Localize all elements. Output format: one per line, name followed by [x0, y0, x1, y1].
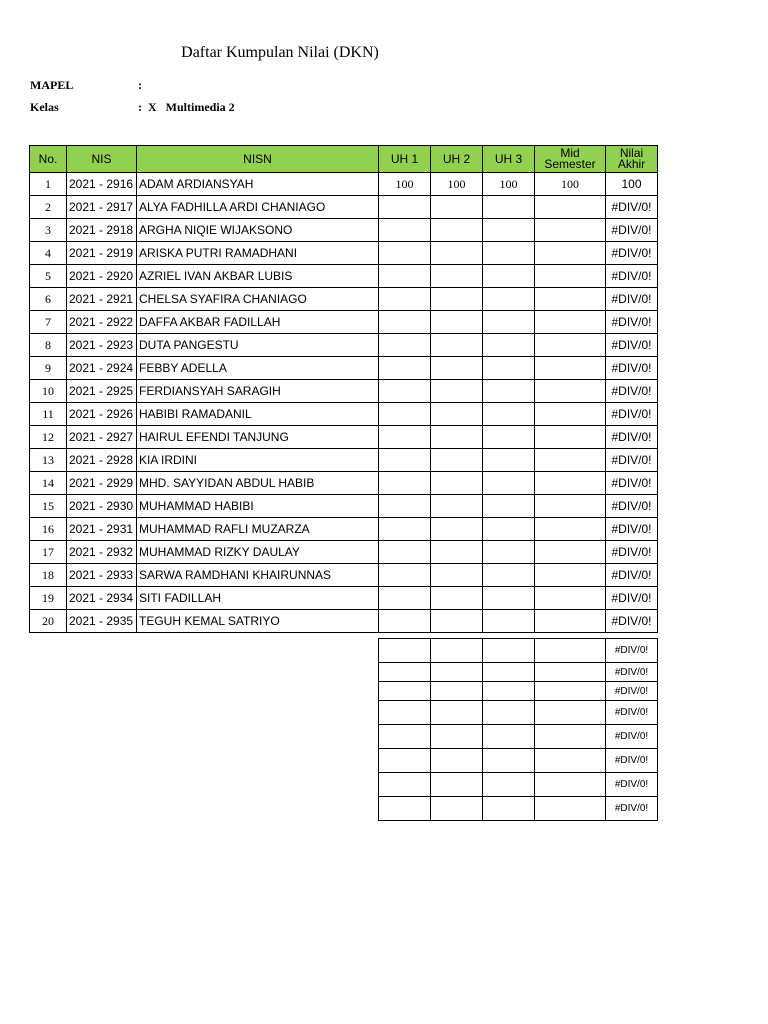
uh2-cell[interactable] [431, 288, 483, 311]
mid-semester-cell[interactable]: 100 [535, 173, 606, 196]
uh1-cell[interactable] [379, 541, 431, 564]
uh2-cell[interactable] [431, 773, 483, 797]
uh3-cell[interactable] [483, 426, 535, 449]
uh3-cell[interactable] [483, 797, 535, 821]
row-number[interactable]: 11 [30, 403, 67, 426]
mid-semester-cell[interactable] [535, 749, 606, 773]
nis-cell[interactable]: 2021 - 2922 [67, 311, 137, 334]
mid-semester-cell[interactable] [535, 403, 606, 426]
mid-semester-cell[interactable] [535, 518, 606, 541]
uh2-cell[interactable] [431, 663, 483, 682]
extra-row [379, 639, 658, 663]
nis-cell[interactable]: 2021 - 2931 [67, 518, 137, 541]
nilai-akhir-cell[interactable]: #DIV/0! [606, 541, 658, 564]
extra-row [379, 682, 658, 701]
uh1-cell[interactable] [379, 472, 431, 495]
row-number[interactable]: 6 [30, 288, 67, 311]
header-row [30, 146, 658, 173]
uh1-cell[interactable] [379, 682, 431, 701]
extra-row [379, 725, 658, 749]
uh3-cell[interactable] [483, 541, 535, 564]
uh3-cell[interactable] [483, 725, 535, 749]
row-number[interactable]: 8 [30, 334, 67, 357]
row-number[interactable]: 10 [30, 380, 67, 403]
extra-row [379, 797, 658, 821]
student-name-cell[interactable]: ARGHA NIQIE WIJAKSONO [137, 219, 379, 242]
student-name-cell[interactable]: FERDIANSYAH SARAGIH [137, 380, 379, 403]
uh3-cell[interactable] [483, 749, 535, 773]
nilai-akhir-cell[interactable]: #DIV/0! [606, 663, 658, 682]
nilai-akhir-cell[interactable]: #DIV/0! [606, 610, 658, 633]
row-number[interactable]: 17 [30, 541, 67, 564]
uh2-cell[interactable]: 100 [431, 173, 483, 196]
uh3-cell[interactable] [483, 701, 535, 725]
nilai-akhir-cell[interactable]: #DIV/0! [606, 219, 658, 242]
uh3-cell[interactable] [483, 495, 535, 518]
uh1-cell[interactable] [379, 564, 431, 587]
table-row [30, 587, 658, 610]
uh3-cell[interactable] [483, 196, 535, 219]
grades-table [29, 145, 658, 633]
student-name-cell[interactable]: HAIRUL EFENDI TANJUNG [137, 426, 379, 449]
col-header-mid-semester [535, 146, 606, 173]
uh3-cell[interactable] [483, 334, 535, 357]
uh1-cell[interactable] [379, 334, 431, 357]
uh1-cell[interactable]: 100 [379, 173, 431, 196]
mid-semester-cell[interactable] [535, 265, 606, 288]
mid-semester-cell[interactable] [535, 426, 606, 449]
uh3-cell[interactable] [483, 587, 535, 610]
nis-cell[interactable]: 2021 - 2935 [67, 610, 137, 633]
row-number[interactable]: 20 [30, 610, 67, 633]
mid-semester-cell[interactable] [535, 334, 606, 357]
mid-semester-cell[interactable] [535, 682, 606, 701]
student-name-cell[interactable]: MUHAMMAD RIZKY DAULAY [137, 541, 379, 564]
uh1-cell[interactable] [379, 219, 431, 242]
col-header-uh2: UH 2 [431, 146, 483, 173]
row-number[interactable]: 7 [30, 311, 67, 334]
uh2-cell[interactable] [431, 380, 483, 403]
nilai-akhir-cell[interactable]: #DIV/0! [606, 518, 658, 541]
extra-row [379, 749, 658, 773]
row-number[interactable]: 3 [30, 219, 67, 242]
uh3-cell[interactable] [483, 663, 535, 682]
nis-cell[interactable]: 2021 - 2921 [67, 288, 137, 311]
row-number[interactable]: 14 [30, 472, 67, 495]
nis-cell[interactable]: 2021 - 2928 [67, 449, 137, 472]
akhir-line2: Akhir [617, 157, 646, 171]
nis-cell[interactable]: 2021 - 2933 [67, 564, 137, 587]
uh1-cell[interactable] [379, 587, 431, 610]
mid-semester-cell[interactable] [535, 564, 606, 587]
row-number[interactable]: 19 [30, 587, 67, 610]
col-header-nis: NIS [67, 146, 137, 173]
mid-semester-cell[interactable] [535, 380, 606, 403]
student-name-cell[interactable]: TEGUH KEMAL SATRIYO [137, 610, 379, 633]
table-row [30, 518, 658, 541]
nilai-akhir-cell[interactable]: #DIV/0! [606, 449, 658, 472]
student-name-cell[interactable]: DUTA PANGESTU [137, 334, 379, 357]
uh2-cell[interactable] [431, 725, 483, 749]
page-title: Daftar Kumpulan Nilai (DKN) [181, 44, 379, 61]
nilai-akhir-cell[interactable]: #DIV/0! [606, 495, 658, 518]
table-row [30, 311, 658, 334]
nilai-akhir-cell[interactable]: #DIV/0! [606, 357, 658, 380]
uh2-cell[interactable] [431, 682, 483, 701]
uh1-cell[interactable] [379, 749, 431, 773]
row-number[interactable]: 13 [30, 449, 67, 472]
nilai-akhir-cell[interactable]: #DIV/0! [606, 639, 658, 663]
mid-semester-cell[interactable] [535, 587, 606, 610]
uh2-cell[interactable] [431, 357, 483, 380]
uh2-cell[interactable] [431, 334, 483, 357]
row-number[interactable]: 9 [30, 357, 67, 380]
mid-semester-cell[interactable] [535, 701, 606, 725]
uh3-cell[interactable] [483, 682, 535, 701]
student-name-cell[interactable]: ARISKA PUTRI RAMADHANI [137, 242, 379, 265]
nilai-akhir-cell[interactable]: #DIV/0! [606, 242, 658, 265]
student-name-cell[interactable]: AZRIEL IVAN AKBAR LUBIS [137, 265, 379, 288]
table-row [30, 219, 658, 242]
col-header-nisn: NISN [137, 146, 379, 173]
mid-semester-cell[interactable] [535, 242, 606, 265]
student-name-cell[interactable]: DAFFA AKBAR FADILLAH [137, 311, 379, 334]
nilai-akhir-cell[interactable]: #DIV/0! [606, 334, 658, 357]
nis-cell[interactable]: 2021 - 2932 [67, 541, 137, 564]
uh2-cell[interactable] [431, 403, 483, 426]
mid-semester-cell[interactable] [535, 472, 606, 495]
row-number[interactable]: 5 [30, 265, 67, 288]
nilai-akhir-cell[interactable]: 100 [606, 173, 658, 196]
nilai-akhir-cell[interactable]: #DIV/0! [606, 725, 658, 749]
row-number[interactable]: 1 [30, 173, 67, 196]
student-name-cell[interactable]: MUHAMMAD RAFLI MUZARZA [137, 518, 379, 541]
uh1-cell[interactable] [379, 357, 431, 380]
mid-semester-cell[interactable] [535, 663, 606, 682]
uh3-cell[interactable] [483, 564, 535, 587]
mid-semester-cell[interactable] [535, 495, 606, 518]
uh3-cell[interactable] [483, 357, 535, 380]
col-header-nilai-akhir [606, 146, 658, 173]
table-row [30, 564, 658, 587]
uh1-cell[interactable] [379, 449, 431, 472]
student-name-cell[interactable]: ADAM ARDIANSYAH [137, 173, 379, 196]
nis-cell[interactable]: 2021 - 2917 [67, 196, 137, 219]
table-row [30, 173, 658, 196]
mid-semester-cell[interactable] [535, 541, 606, 564]
uh2-cell[interactable] [431, 265, 483, 288]
uh2-cell[interactable] [431, 541, 483, 564]
row-number[interactable]: 18 [30, 564, 67, 587]
extra-row [379, 701, 658, 725]
uh1-cell[interactable] [379, 196, 431, 219]
uh1-cell[interactable] [379, 403, 431, 426]
uh2-cell[interactable] [431, 219, 483, 242]
uh1-cell[interactable] [379, 639, 431, 663]
row-number[interactable]: 12 [30, 426, 67, 449]
table-row [30, 541, 658, 564]
nis-cell[interactable]: 2021 - 2920 [67, 265, 137, 288]
extra-row [379, 773, 658, 797]
uh1-cell[interactable] [379, 663, 431, 682]
student-name-cell[interactable]: MHD. SAYYIDAN ABDUL HABIB [137, 472, 379, 495]
mid-semester-cell[interactable] [535, 449, 606, 472]
uh3-cell[interactable] [483, 242, 535, 265]
mid-semester-cell[interactable] [535, 196, 606, 219]
uh2-cell[interactable] [431, 472, 483, 495]
uh3-cell[interactable] [483, 773, 535, 797]
uh3-cell[interactable] [483, 288, 535, 311]
table-row [30, 449, 658, 472]
akhir-line1: Nilai [619, 146, 644, 160]
uh1-cell[interactable] [379, 797, 431, 821]
uh1-cell[interactable] [379, 288, 431, 311]
nis-cell[interactable]: 2021 - 2927 [67, 426, 137, 449]
kelas-colon: : [138, 100, 142, 114]
uh2-cell[interactable] [431, 749, 483, 773]
uh3-cell[interactable] [483, 472, 535, 495]
uh3-cell[interactable] [483, 380, 535, 403]
student-name-cell[interactable]: MUHAMMAD HABIBI [137, 495, 379, 518]
mid-line2: Semester [544, 157, 596, 171]
mid-semester-cell[interactable] [535, 797, 606, 821]
table-row [30, 426, 658, 449]
nilai-akhir-cell[interactable]: #DIV/0! [606, 196, 658, 219]
nilai-akhir-cell[interactable]: #DIV/0! [606, 797, 658, 821]
kelas-value: X Multimedia 2 [148, 100, 235, 114]
uh3-cell[interactable]: 100 [483, 173, 535, 196]
mid-semester-cell[interactable] [535, 288, 606, 311]
student-name-cell[interactable]: CHELSA SYAFIRA CHANIAGO [137, 288, 379, 311]
nilai-akhir-cell[interactable]: #DIV/0! [606, 426, 658, 449]
nilai-akhir-cell[interactable]: #DIV/0! [606, 380, 658, 403]
mapel-label: MAPEL [30, 78, 74, 92]
mid-semester-cell[interactable] [535, 725, 606, 749]
nis-cell[interactable]: 2021 - 2929 [67, 472, 137, 495]
uh2-cell[interactable] [431, 564, 483, 587]
uh2-cell[interactable] [431, 311, 483, 334]
student-name-cell[interactable]: SITI FADILLAH [137, 587, 379, 610]
uh2-cell[interactable] [431, 797, 483, 821]
table-row [30, 357, 658, 380]
mid-semester-cell[interactable] [535, 639, 606, 663]
nilai-akhir-cell[interactable]: #DIV/0! [606, 311, 658, 334]
mapel-line [30, 78, 148, 93]
extra-row [379, 663, 658, 682]
col-header-no: No. [30, 146, 67, 173]
kelas-label: Kelas [30, 100, 59, 114]
uh1-cell[interactable] [379, 701, 431, 725]
nilai-akhir-cell[interactable]: #DIV/0! [606, 701, 658, 725]
nilai-akhir-cell[interactable]: #DIV/0! [606, 288, 658, 311]
nis-cell[interactable]: 2021 - 2925 [67, 380, 137, 403]
uh1-cell[interactable] [379, 426, 431, 449]
col-header-uh1: UH 1 [379, 146, 431, 173]
uh2-cell[interactable] [431, 495, 483, 518]
nis-cell[interactable]: 2021 - 2919 [67, 242, 137, 265]
table-row [30, 265, 658, 288]
mid-semester-cell[interactable] [535, 610, 606, 633]
nis-cell[interactable]: 2021 - 2924 [67, 357, 137, 380]
uh1-cell[interactable] [379, 311, 431, 334]
nis-cell[interactable]: 2021 - 2926 [67, 403, 137, 426]
uh1-cell[interactable] [379, 610, 431, 633]
nilai-akhir-cell[interactable]: #DIV/0! [606, 265, 658, 288]
nilai-akhir-cell[interactable]: #DIV/0! [606, 472, 658, 495]
nis-cell[interactable]: 2021 - 2916 [67, 173, 137, 196]
table-row [30, 610, 658, 633]
table-row [30, 403, 658, 426]
uh2-cell[interactable] [431, 701, 483, 725]
uh2-cell[interactable] [431, 518, 483, 541]
col-header-uh3: UH 3 [483, 146, 535, 173]
nis-cell[interactable]: 2021 - 2923 [67, 334, 137, 357]
uh3-cell[interactable] [483, 219, 535, 242]
row-number[interactable]: 4 [30, 242, 67, 265]
student-name-cell[interactable]: FEBBY ADELLA [137, 357, 379, 380]
uh1-cell[interactable] [379, 773, 431, 797]
uh1-cell[interactable] [379, 495, 431, 518]
mid-semester-cell[interactable] [535, 219, 606, 242]
row-number[interactable]: 15 [30, 495, 67, 518]
student-name-cell[interactable]: ALYA FADHILLA ARDI CHANIAGO [137, 196, 379, 219]
kelas-line [30, 100, 235, 115]
mapel-colon: : [138, 78, 142, 92]
student-name-cell[interactable]: KIA IRDINI [137, 449, 379, 472]
uh2-cell[interactable] [431, 242, 483, 265]
uh1-cell[interactable] [379, 265, 431, 288]
nis-cell[interactable]: 2021 - 2934 [67, 587, 137, 610]
table-row [30, 196, 658, 219]
uh2-cell[interactable] [431, 610, 483, 633]
table-row [30, 242, 658, 265]
nilai-akhir-cell[interactable]: #DIV/0! [606, 564, 658, 587]
mid-semester-cell[interactable] [535, 311, 606, 334]
uh3-cell[interactable] [483, 610, 535, 633]
nilai-akhir-cell[interactable]: #DIV/0! [606, 749, 658, 773]
uh3-cell[interactable] [483, 311, 535, 334]
nis-cell[interactable]: 2021 - 2918 [67, 219, 137, 242]
nilai-akhir-cell[interactable]: #DIV/0! [606, 587, 658, 610]
uh3-cell[interactable] [483, 265, 535, 288]
uh2-cell[interactable] [431, 639, 483, 663]
nilai-akhir-cell[interactable]: #DIV/0! [606, 773, 658, 797]
nilai-akhir-cell[interactable]: #DIV/0! [606, 403, 658, 426]
table-row [30, 334, 658, 357]
table-row [30, 288, 658, 311]
row-number[interactable]: 2 [30, 196, 67, 219]
uh1-cell[interactable] [379, 242, 431, 265]
nis-cell[interactable]: 2021 - 2930 [67, 495, 137, 518]
uh1-cell[interactable] [379, 518, 431, 541]
student-name-cell[interactable]: HABIBI RAMADANIL [137, 403, 379, 426]
mid-semester-cell[interactable] [535, 773, 606, 797]
nilai-akhir-cell[interactable]: #DIV/0! [606, 682, 658, 701]
mid-line1: Mid [560, 146, 580, 160]
extra-grades-table [378, 638, 658, 821]
uh2-cell[interactable] [431, 587, 483, 610]
table-row [30, 472, 658, 495]
uh3-cell[interactable] [483, 449, 535, 472]
table-row [30, 495, 658, 518]
table-row [30, 380, 658, 403]
row-number[interactable]: 16 [30, 518, 67, 541]
mid-semester-cell[interactable] [535, 357, 606, 380]
uh2-cell[interactable] [431, 449, 483, 472]
uh1-cell[interactable] [379, 725, 431, 749]
student-name-cell[interactable]: SARWA RAMDHANI KHAIRUNNAS [137, 564, 379, 587]
uh1-cell[interactable] [379, 380, 431, 403]
uh3-cell[interactable] [483, 639, 535, 663]
uh2-cell[interactable] [431, 196, 483, 219]
uh3-cell[interactable] [483, 518, 535, 541]
uh3-cell[interactable] [483, 403, 535, 426]
uh2-cell[interactable] [431, 426, 483, 449]
